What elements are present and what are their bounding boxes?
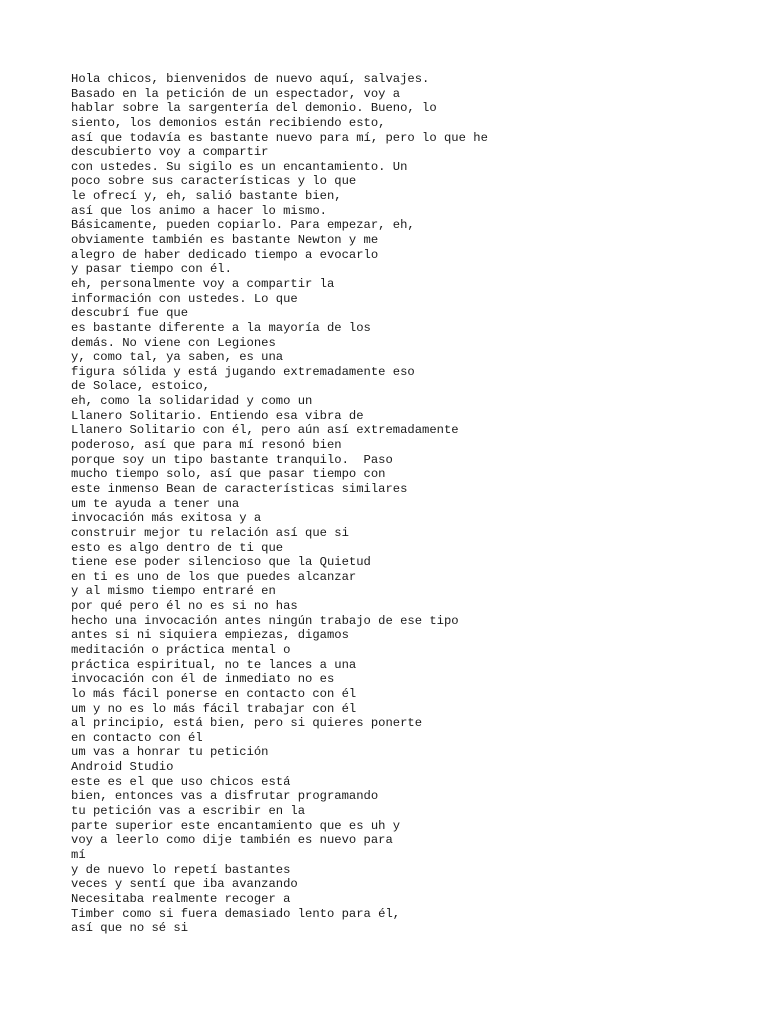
text-line: hablar sobre la sargentería del demonio. Bueno, lo bbox=[71, 101, 437, 116]
text-line: por qué pero él no es si no has bbox=[71, 599, 298, 614]
text-line: mí bbox=[71, 847, 86, 862]
text-line: antes si ni siquiera empiezas, digamos bbox=[71, 628, 349, 643]
text-line: porque soy un tipo bastante tranquilo. Paso bbox=[71, 452, 393, 467]
text-line: Android Studio bbox=[71, 760, 174, 775]
text-line: y pasar tiempo con él. bbox=[71, 262, 232, 277]
text-line: poderoso, así que para mí resonó bien bbox=[71, 438, 342, 453]
text-line: mucho tiempo solo, así que pasar tiempo con bbox=[71, 467, 386, 482]
document-body-text bbox=[71, 72, 488, 936]
text-line: este es el que uso chicos está bbox=[71, 774, 291, 789]
text-line: Llanero Solitario con él, pero aún así extremadamente bbox=[71, 423, 459, 438]
text-line: invocación más exitosa y a bbox=[71, 511, 262, 526]
text-line: invocación con él de inmediato no es bbox=[71, 672, 335, 687]
text-line: construir mejor tu relación así que si bbox=[71, 525, 349, 540]
text-line: figura sólida y está jugando extremadamente eso bbox=[71, 364, 415, 379]
text-line: um vas a honrar tu petición bbox=[71, 745, 269, 760]
text-line: y, como tal, ya saben, es una bbox=[71, 350, 284, 365]
text-line: y de nuevo lo repetí bastantes bbox=[71, 862, 291, 877]
text-line: es bastante diferente a la mayoría de los bbox=[71, 320, 371, 335]
text-line: descubrí fue que bbox=[71, 306, 189, 321]
text-line: le ofrecí y, eh, salió bastante bien, bbox=[71, 189, 342, 204]
text-line: alegro de haber dedicado tiempo a evocarlo bbox=[71, 247, 379, 262]
text-line: tiene ese poder silencioso que la Quietud bbox=[71, 555, 371, 570]
text-line: parte superior este encantamiento que es uh y bbox=[71, 818, 401, 833]
text-line: información con ustedes. Lo que bbox=[71, 291, 298, 306]
text-line: de Solace, estoico, bbox=[71, 379, 210, 394]
text-line: con ustedes. Su sigilo es un encantamiento. Un bbox=[71, 159, 408, 174]
text-line: poco sobre sus características y lo que bbox=[71, 174, 357, 189]
text-line: práctica espiritual, no te lances a una bbox=[71, 657, 357, 672]
text-line: al principio, está bien, pero si quieres ponerte bbox=[71, 716, 423, 731]
text-line: y al mismo tiempo entraré en bbox=[71, 584, 276, 599]
text-line: eh, personalmente voy a compartir la bbox=[71, 276, 335, 291]
text-line: Necesitaba realmente recoger a bbox=[71, 891, 291, 906]
text-line: voy a leerlo como dije también es nuevo para bbox=[71, 833, 393, 848]
text-line: esto es algo dentro de ti que bbox=[71, 540, 284, 555]
text-line: eh, como la solidaridad y como un bbox=[71, 394, 313, 409]
text-line: así que todavía es bastante nuevo para mí, pero lo que he bbox=[71, 130, 488, 145]
text-line: Llanero Solitario. Entiendo esa vibra de bbox=[71, 408, 364, 423]
text-line: Hola chicos, bienvenidos de nuevo aquí, salvajes. bbox=[71, 72, 430, 86]
text-line: veces y sentí que iba avanzando bbox=[71, 877, 298, 892]
text-line: en contacto con él bbox=[71, 730, 203, 745]
text-line: demás. No viene con Legiones bbox=[71, 335, 276, 350]
text-line: este inmenso Bean de características similares bbox=[71, 481, 408, 496]
text-line: Básicamente, pueden copiarlo. Para empezar, eh, bbox=[71, 218, 415, 233]
text-line: obviamente también es bastante Newton y me bbox=[71, 233, 379, 248]
text-line: así que los animo a hacer lo mismo. bbox=[71, 203, 327, 218]
text-line: Basado en la petición de un espectador, voy a bbox=[71, 86, 401, 101]
text-line: descubierto voy a compartir bbox=[71, 145, 269, 160]
text-line: bien, entonces vas a disfrutar programando bbox=[71, 789, 379, 804]
text-line: hecho una invocación antes ningún trabajo de ese tipo bbox=[71, 613, 459, 628]
text-line: Timber como si fuera demasiado lento para él, bbox=[71, 906, 401, 921]
text-line: tu petición vas a escribir en la bbox=[71, 804, 306, 819]
text-line: um y no es lo más fácil trabajar con él bbox=[71, 701, 357, 716]
text-line: siento, los demonios están recibiendo esto, bbox=[71, 115, 386, 130]
text-line: así que no sé si bbox=[71, 921, 189, 936]
text-line: meditación o práctica mental o bbox=[71, 642, 291, 657]
text-line: um te ayuda a tener una bbox=[71, 496, 240, 511]
text-line: lo más fácil ponerse en contacto con él bbox=[71, 686, 357, 701]
text-line: en ti es uno de los que puedes alcanzar bbox=[71, 569, 357, 584]
